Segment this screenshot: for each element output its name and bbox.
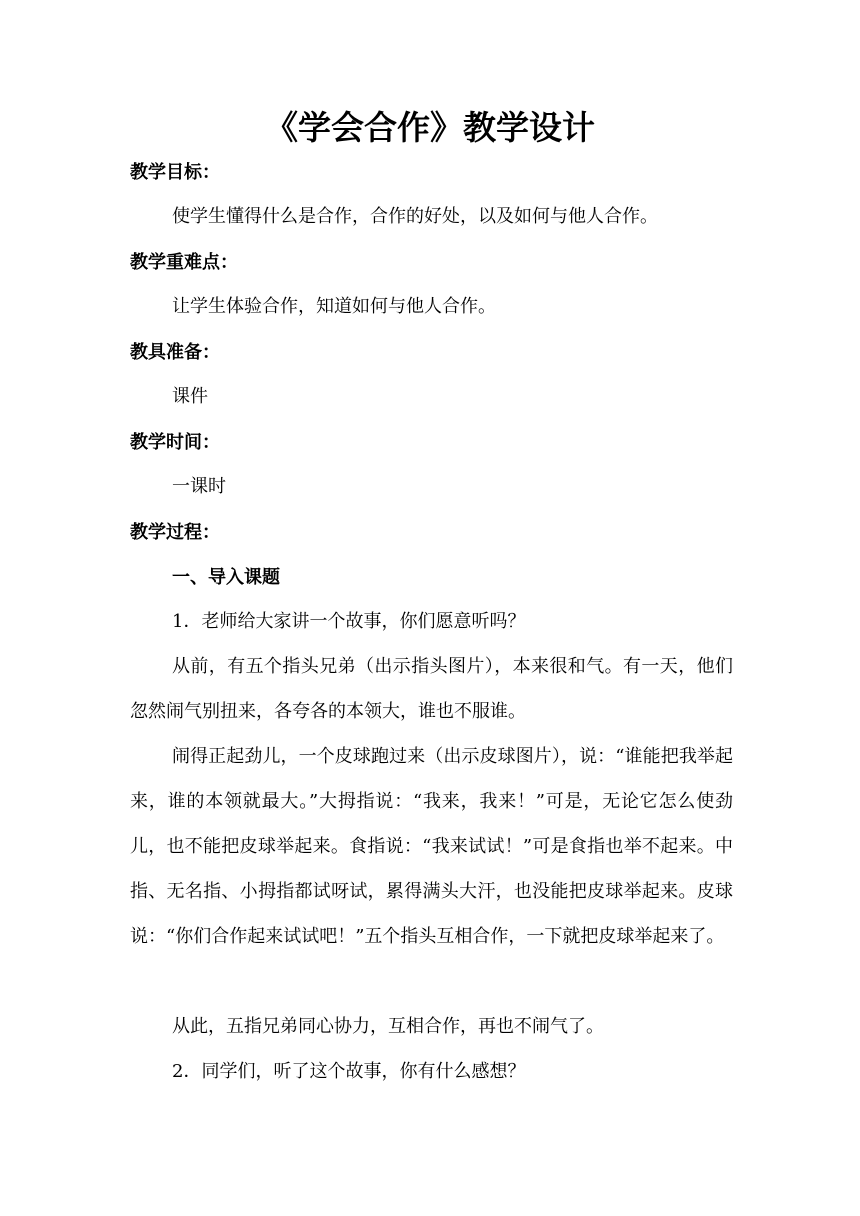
- process-paragraph-5: 2．同学们，听了这个故事，你有什么感想？: [172, 1061, 526, 1082]
- document-title: 《学会合作》教学设计: [265, 108, 595, 147]
- process-paragraph-1: 1．老师给大家讲一个故事，你们愿意听吗？: [172, 611, 526, 632]
- process-heading: 教学过程：: [130, 522, 220, 543]
- key-points-heading: 教学重难点：: [130, 252, 238, 273]
- objectives-text: 使学生懂得什么是合作，合作的好处，以及如何与他人合作。: [172, 206, 658, 227]
- process-paragraph-2: 从前，有五个指头兄弟（出示指头图片），本来很和气。有一天，他们忽然闹气别扭来，各夸各的本领大，谁也不服谁。: [130, 656, 733, 722]
- time-text: 一课时: [172, 476, 226, 497]
- process-subheading: 一、导入课题: [172, 567, 280, 588]
- process-paragraph-4: 从此，五指兄弟同心协力，互相合作，再也不闹气了。: [172, 1016, 604, 1037]
- key-points-text: 让学生体验合作，知道如何与他人合作。: [172, 296, 496, 317]
- time-heading: 教学时间：: [130, 432, 220, 453]
- materials-heading: 教具准备：: [130, 342, 220, 363]
- process-paragraph-3: 闹得正起劲儿，一个皮球跑过来（出示皮球图片），说：“谁能把我举起来，谁的本领就最大。”大拇指说：“我来，我来！”可是，无论它怎么使劲儿，也不能把皮球举起来。食指说：“我来试试！”可是食指也举不起来。中指、无名指、小拇指都试呀试，累得满头大汗，也没能把皮球举起来。皮球说：“你们合作起来试试吧！”五个指头互相合作，一下就把皮球举起来了。: [130, 746, 733, 947]
- objectives-heading: 教学目标：: [130, 162, 220, 183]
- materials-text: 课件: [172, 386, 208, 407]
